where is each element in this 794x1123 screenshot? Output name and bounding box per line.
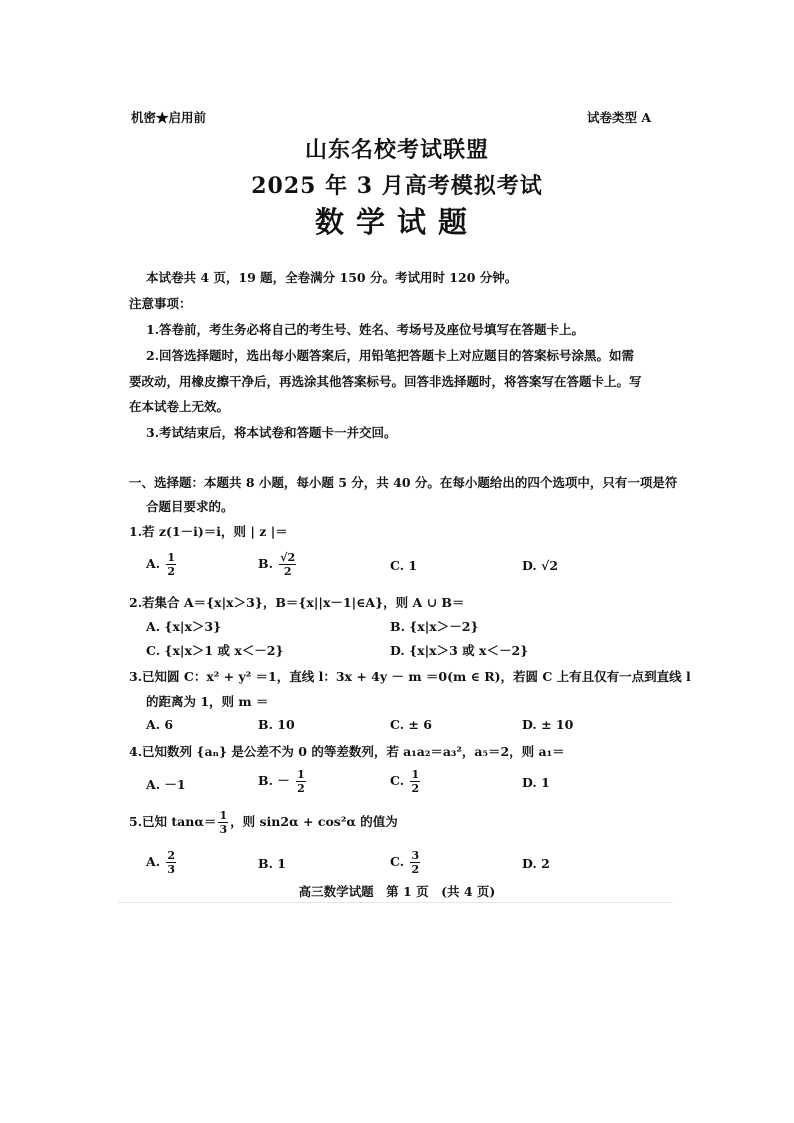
question-4-option-d: D. 1 bbox=[522, 775, 550, 790]
fraction-denominator: 2 bbox=[283, 565, 292, 578]
fraction bbox=[166, 551, 176, 578]
option-label: B. bbox=[258, 556, 273, 571]
question-2-option-d: D. {x|x＞3 或 x＜－2} bbox=[390, 643, 529, 658]
fraction-denominator: 2 bbox=[411, 782, 420, 795]
question-2-option-b: B. {x|x＞－2} bbox=[390, 619, 479, 634]
notice-item-2-line2: 要改动，用橡皮擦干净后，再选涂其他答案标号。回答非选择题时，将答案写在答题卡上。写 bbox=[129, 374, 642, 389]
question-1-option-d: D. √2 bbox=[522, 558, 559, 573]
notice-heading: 注意事项： bbox=[129, 296, 192, 311]
option-label: C. bbox=[390, 854, 405, 869]
option-label: A. bbox=[146, 556, 161, 571]
fraction-numerator: 1 bbox=[297, 768, 305, 781]
fraction bbox=[296, 768, 306, 795]
fraction bbox=[279, 551, 296, 578]
fraction-numerator: 1 bbox=[167, 551, 176, 564]
confidential-label: 机密★启用前 bbox=[131, 110, 207, 125]
section-1-heading-cont: 合题目要求的。 bbox=[146, 499, 234, 514]
exam-alliance-title: 山东名校考试联盟 bbox=[304, 137, 489, 163]
notice-item-2-line1: 2.回答选择题时，选出每小题答案后，用铅笔把答题卡上对应题目的答案标号涂黑。如需 bbox=[146, 348, 635, 363]
fraction bbox=[166, 849, 176, 876]
fraction-denominator: 2 bbox=[297, 782, 305, 795]
question-2-option-c: C. {x|x＞1 或 x＜－2} bbox=[146, 643, 284, 658]
question-3-option-a: A. 6 bbox=[146, 717, 174, 732]
question-1-option-b bbox=[258, 551, 298, 578]
question-4-option-b bbox=[258, 768, 308, 795]
subject-title: 数学试题 bbox=[314, 205, 479, 239]
question-4-option-c bbox=[390, 768, 422, 795]
paper-type-label: 试卷类型 A bbox=[587, 110, 652, 125]
question-4-stem: 4.已知数列 {aₙ} 是公差不为 0 的等差数列，若 a₁a₂＝a₃²，a₅＝2，则 a₁＝ bbox=[129, 744, 565, 759]
fraction-denominator: 2 bbox=[411, 863, 420, 876]
question-5-option-c bbox=[390, 849, 422, 876]
question-1-stem: 1.若 z(1－i)＝i，则 | z |＝ bbox=[129, 524, 288, 539]
question-3-stem-line1: 3.已知圆 C：x² + y² ＝1，直线 l：3x + 4y － m ＝0(m ∈ R)，若圆 C 上有且仅有一点到直线 l bbox=[129, 669, 691, 684]
fraction bbox=[410, 768, 420, 795]
option-label: C. bbox=[390, 773, 405, 788]
fraction-denominator: 3 bbox=[219, 823, 228, 836]
footer-divider bbox=[118, 902, 673, 903]
option-label: B. － bbox=[258, 773, 290, 788]
question-5-stem-suffix: ，则 sin2α + cos²α 的值为 bbox=[230, 814, 398, 829]
question-5-stem bbox=[129, 809, 398, 836]
question-5-stem-prefix: 5.已知 tanα＝ bbox=[129, 814, 217, 829]
fraction-denominator: 2 bbox=[167, 565, 176, 578]
question-5-option-d: D. 2 bbox=[522, 856, 550, 871]
fraction bbox=[218, 809, 228, 836]
notice-item-1: 1.答卷前，考生务必将自己的考生号、姓名、考场号及座位号填写在答题卡上。 bbox=[146, 322, 585, 337]
question-5-option-a bbox=[146, 849, 178, 876]
question-5-option-b: B. 1 bbox=[258, 856, 286, 871]
section-1-heading: 一、选择题：本题共 8 小题，每小题 5 分，共 40 分。在每小题给出的四个选项中，只有一项是符 bbox=[129, 475, 678, 490]
question-3-stem-line2: 的距离为 1，则 m ＝ bbox=[146, 694, 269, 709]
intro-text: 本试卷共 4 页，19 题，全卷满分 150 分。考试用时 120 分钟。 bbox=[146, 270, 518, 285]
fraction-numerator: √2 bbox=[280, 551, 296, 564]
page-footer: 高三数学试题 第 1 页 (共 4 页) bbox=[298, 884, 496, 899]
question-3-option-b: B. 10 bbox=[258, 717, 295, 732]
fraction-denominator: 3 bbox=[167, 863, 176, 876]
question-3-option-c: C. ± 6 bbox=[390, 717, 432, 732]
question-4-option-a: A. －1 bbox=[146, 777, 186, 792]
fraction-numerator: 3 bbox=[411, 849, 420, 862]
notice-item-3: 3.考试结束后，将本试卷和答题卡一并交回。 bbox=[146, 425, 397, 440]
exam-date-title: 2025 年 3 月高考模拟考试 bbox=[251, 173, 543, 199]
notice-item-2-line3: 在本试卷上无效。 bbox=[129, 399, 230, 414]
fraction-numerator: 1 bbox=[411, 768, 420, 781]
question-1-option-c: C. 1 bbox=[390, 558, 418, 573]
question-2-option-a: A. {x|x＞3} bbox=[146, 619, 222, 634]
fraction-numerator: 1 bbox=[219, 809, 228, 822]
fraction bbox=[410, 849, 420, 876]
fraction-numerator: 2 bbox=[167, 849, 176, 862]
question-2-stem: 2.若集合 A＝{x|x＞3}，B＝{x||x－1|∈A}，则 A ∪ B＝ bbox=[129, 595, 465, 610]
question-1-option-a bbox=[146, 551, 178, 578]
option-label: A. bbox=[146, 854, 161, 869]
question-3-option-d: D. ± 10 bbox=[522, 717, 574, 732]
